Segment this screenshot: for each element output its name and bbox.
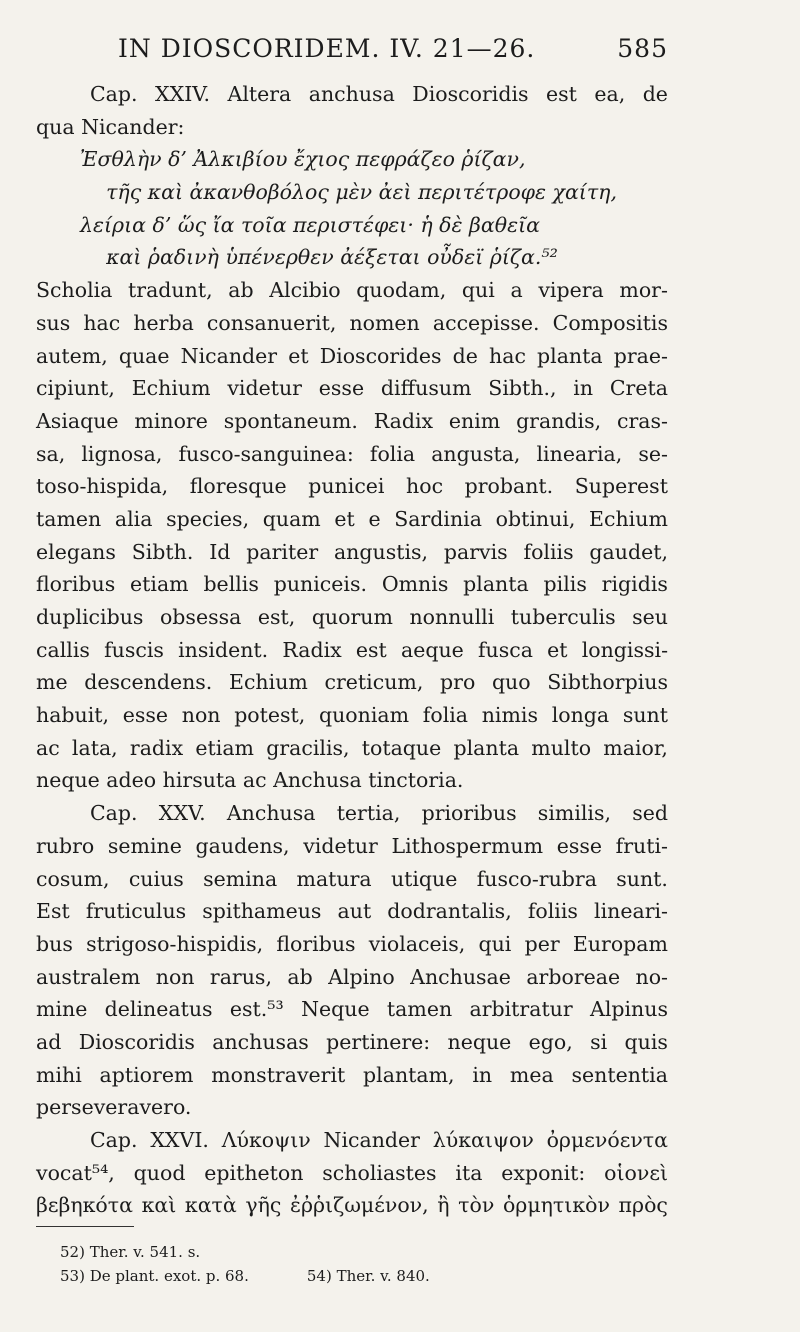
word: cuius [128,866,184,891]
word: Cap. [90,1128,138,1152]
word: cosum, [36,866,110,891]
word: Nicander [323,1128,420,1152]
word: in [472,1062,493,1087]
word: Est [36,899,70,924]
word: Sibth. [131,539,194,564]
word: cipiunt, [36,376,115,401]
word: similis, [537,801,612,826]
word: et [288,343,309,368]
line-text: qua Nicander: [36,114,185,139]
word: rarus, [209,964,272,989]
word: Id [209,539,231,564]
word: totaque [361,735,442,760]
word: tuberculis [510,605,616,629]
word: planta [537,343,603,368]
text-line [36,699,668,732]
word: Creta [609,376,668,401]
word: floresque [189,474,287,499]
word: non [181,703,221,728]
word: maior, [603,735,668,760]
word: prae- [613,343,668,368]
word: ὁρμητικὸν [502,1193,610,1218]
word: et [547,637,568,662]
word: folia [369,441,416,466]
word: Echium [589,506,668,531]
word: plantam, [363,1062,455,1087]
word: Sibth., [488,376,557,401]
word: diffusum [380,376,472,401]
text-line [36,666,668,699]
word: pro [440,670,476,695]
word: obsessa [159,605,242,629]
footnote-rule [36,1226,134,1227]
text-line [36,536,668,569]
text-line [36,241,668,274]
word: esse [122,703,169,728]
word: fuscis [104,637,164,662]
word: fruticulus [85,899,187,924]
word: et [334,506,355,531]
word: qui [461,278,495,303]
word: videtur [303,833,378,858]
word: non [155,964,195,989]
word: Compositis [552,310,668,335]
word: sententia [571,1062,668,1087]
word: vocat⁵⁴, [36,1160,115,1185]
word: neque [447,1029,512,1054]
word: καὶ [141,1193,177,1218]
word: planta [453,735,520,760]
word: toso-hispida, [36,474,169,499]
word: enim [448,408,501,433]
word: bus [36,931,73,956]
word: insident. [178,637,269,662]
word: Neque [301,997,370,1022]
word: ac [36,735,60,760]
text-line [36,503,668,536]
word: a [510,278,523,303]
word: rigidis [601,572,668,597]
word: sunt [622,703,668,728]
word: delineatus [104,997,213,1022]
word: quod [133,1160,186,1185]
word: seu [632,605,668,629]
text-line [36,470,668,503]
word: XXV. [158,801,206,826]
word: si [590,1029,608,1054]
word: tertia, [336,801,401,826]
word: longissi- [581,637,668,662]
word: sed [632,801,668,826]
word: est.⁵³ [229,997,284,1022]
word: spithameus [202,899,322,924]
word: gaudens, [195,833,290,858]
word: sunt. [616,866,668,891]
word: puniceis. [273,572,367,597]
word: angusta, [431,441,521,466]
word: κατὰ [184,1193,237,1218]
word: utique [390,866,458,891]
word: quis [624,1029,668,1054]
word: planta [463,572,529,597]
word: Dioscoridis [78,1029,195,1054]
word: nonnulli [409,605,495,629]
word: quam [262,506,321,531]
word: Alpinus [590,997,668,1022]
word: Lithospermum [391,833,544,858]
text-line [36,372,668,405]
text-line [36,307,668,340]
word: cras- [616,408,668,433]
text-line [36,340,668,373]
word: anchusas [212,1029,309,1054]
word: floribus [276,931,356,956]
word: sa, [36,441,66,466]
line-text: καὶ ῥαδινὴ ὑπένερθεν ἀέξεται οὖδεϊ ῥίζα.⁵² [80,245,558,270]
word: Dioscoridis [412,82,529,106]
word: Λύκοψιν [221,1128,311,1152]
text-line [36,78,668,111]
running-title: IN DIOSCORIDEM. IV. 21—26. [118,34,536,63]
word: Cap. [90,801,138,826]
word: descendens. [84,670,213,695]
word: folia [422,703,469,728]
word: Anchusae [410,964,511,989]
word: exponit: [501,1160,586,1185]
word: πρὸς [618,1193,668,1218]
word: γῆς [245,1193,282,1218]
word: creticum, [324,670,424,695]
word: fusco-rubra [476,866,597,891]
word: mor- [619,278,668,303]
footnote-54: 54) Ther. v. 840. [306,1267,430,1285]
word: Nicander [180,343,278,368]
word: pariter [246,539,319,564]
line-text: Ἐσθλὴν δ’ Ἀλκιβίου ἔχιος πεφράζεο ῥίζαν, [80,147,526,172]
word: videtur [227,376,302,401]
text-line [36,1189,668,1222]
word: duplicibus [36,605,144,629]
word: λύκαιψον [432,1128,534,1152]
text-line [36,176,668,209]
word: sus [36,310,71,335]
word: ea, [594,82,626,106]
word: se- [638,441,668,466]
text-line [36,405,668,438]
word: monstraverit [211,1062,346,1087]
word: gaudet, [589,539,668,564]
word: pilis [543,572,587,597]
word: est [355,637,387,662]
text-line [36,601,668,634]
word: minore [134,408,208,433]
word: hac [489,343,526,368]
word: foliis [523,539,574,564]
text-line [36,895,668,928]
word: pertinere: [326,1029,431,1054]
word: mine [36,997,88,1022]
word: etiam [130,572,189,597]
text-line [36,928,668,961]
word: etiam [195,735,254,760]
word: radix [129,735,184,760]
word: parvis [443,539,508,564]
word: gracilis, [266,735,350,760]
word: quo [491,670,531,695]
word: matura [296,866,372,891]
word: quoniam [318,703,410,728]
word: hoc [406,474,444,499]
word: nomen [349,310,420,335]
word: no- [635,964,668,989]
word: per [524,931,560,956]
word: multo [531,735,592,760]
word: accepisse. [432,310,540,335]
word: οἱονεὶ [604,1160,668,1185]
word: Alcibio [269,278,341,303]
text-line [36,568,668,601]
word: anchusa [308,82,395,106]
word: in [573,376,594,401]
word: esse [556,833,602,858]
word: ab [228,278,254,303]
word: australem [36,964,141,989]
word: dodrantalis, [387,899,512,924]
word: fusco-sanguinea: [178,441,354,466]
word: est [545,82,577,106]
word: floribus [36,572,116,597]
word: elegans [36,539,116,564]
text-line [36,1091,668,1124]
text-line [36,274,668,307]
word: Alpino [328,964,395,989]
word: fusca [477,637,533,662]
text-line [36,1157,668,1190]
word: vipera [538,278,604,303]
word: me [36,670,68,695]
word: Echium [131,376,211,401]
text-line [36,797,668,830]
word: Echium [228,670,308,695]
word: violaceis, [368,931,466,956]
word: ἢ [437,1193,450,1218]
word: quae [118,343,170,368]
word: habuit, [36,703,110,728]
word: tamen [36,506,102,531]
word: hac [83,310,121,335]
word: Asiaque [36,408,119,433]
text-line [36,863,668,896]
word: aeque [400,637,464,662]
text-line [36,961,668,994]
word: Omnis [381,572,449,597]
word: rubro [36,833,95,858]
word: Europam [572,931,668,956]
word: nimis [481,703,538,728]
text-line [36,732,668,765]
text-line [36,143,668,176]
word: angustis, [333,539,429,564]
running-header [118,34,668,70]
word: ab [287,964,313,989]
word: herba [133,310,194,335]
word: callis [36,637,90,662]
word: de [452,343,478,368]
page-number: 585 [617,34,668,63]
word: spontaneum. [223,408,358,433]
text-line [36,1124,668,1157]
word: est, [257,605,296,629]
word: bellis [203,572,259,597]
word: foliis [527,899,578,924]
footnote-52: 52) Ther. v. 541. s. [60,1243,201,1261]
word: quodam, [356,278,447,303]
text-line [36,830,668,863]
word: qui [478,931,512,956]
line-text: λείρια δ’ ὥς ἴα τοῖα περιστέφει· ἡ δὲ βαθεῖα [80,212,540,237]
word: grandis, [516,408,602,433]
word: arbitratur [469,997,573,1022]
word: quorum [311,605,393,629]
word: fruti- [615,833,668,858]
word: potest, [234,703,306,728]
word: puniсei [308,474,385,499]
text-line [36,1059,668,1092]
text-line [36,209,668,242]
text-line [36,993,668,1026]
footnote-53: 53) De plant. exot. p. 68. [60,1267,249,1285]
word: Radix [373,408,434,433]
word: Anchusa [226,801,316,826]
word: Dioscorides [319,343,442,368]
word: ἐῤῥιζωμένον, [289,1193,429,1218]
word: Altera [227,82,292,106]
word: alia [114,506,153,531]
word: τὸν [458,1193,495,1218]
word: ego, [528,1029,573,1054]
footnote-row [60,1240,580,1264]
word: Sardinia [394,506,482,531]
word: Cap. [90,82,138,106]
word: mea [509,1062,554,1087]
word: βεβηκότα [36,1193,133,1218]
word: Radix [282,637,342,662]
text-line [36,438,668,471]
line-text: neque adeo hirsuta ac Anchusa tinctoria. [36,768,464,793]
word: consanuerit, [206,310,337,335]
word: arboreae [526,964,621,989]
text-line [36,1026,668,1059]
word: de [642,82,668,106]
word: aut [337,899,372,924]
word: ita [455,1160,483,1185]
word: semina [203,866,278,891]
word: XXIV. [155,82,211,106]
word: epitheton [204,1160,304,1185]
word: obtinui, [495,506,576,531]
word: Superest [574,474,668,499]
word: Sibthorpius [547,670,668,695]
word: strigoso-hispidis, [86,931,264,956]
word: XXVI. [150,1128,209,1152]
word: lignosa, [81,441,163,466]
word: ad [36,1029,62,1054]
text-line [36,764,668,797]
word: autem, [36,343,108,368]
word: Scholia [36,278,113,303]
text-line [36,634,668,667]
word: tamen [386,997,453,1022]
line-text: perseveravero. [36,1095,192,1120]
word: mihi [36,1062,82,1087]
word: lineari- [594,899,668,924]
word: scholiastes [322,1160,437,1185]
text-line [36,111,668,144]
word: species, [166,506,250,531]
word: esse [318,376,365,401]
word: linearia, [536,441,623,466]
line-text: τῆς καὶ ἀκανθοβόλος μὲν ἀεὶ περιτέτροφε χαίτη, [80,180,617,205]
footnotes [60,1240,580,1288]
word: tradunt, [128,278,213,303]
word: semine [107,833,182,858]
word: aptiorem [99,1062,194,1087]
word: longa [551,703,610,728]
word: lata, [71,735,118,760]
word: prioribus [421,801,517,826]
word: probant. [464,474,554,499]
word: ὀρμενόεντα [546,1128,668,1152]
word: e [368,506,381,531]
footnote-row [60,1264,580,1288]
body-text [36,78,668,1222]
